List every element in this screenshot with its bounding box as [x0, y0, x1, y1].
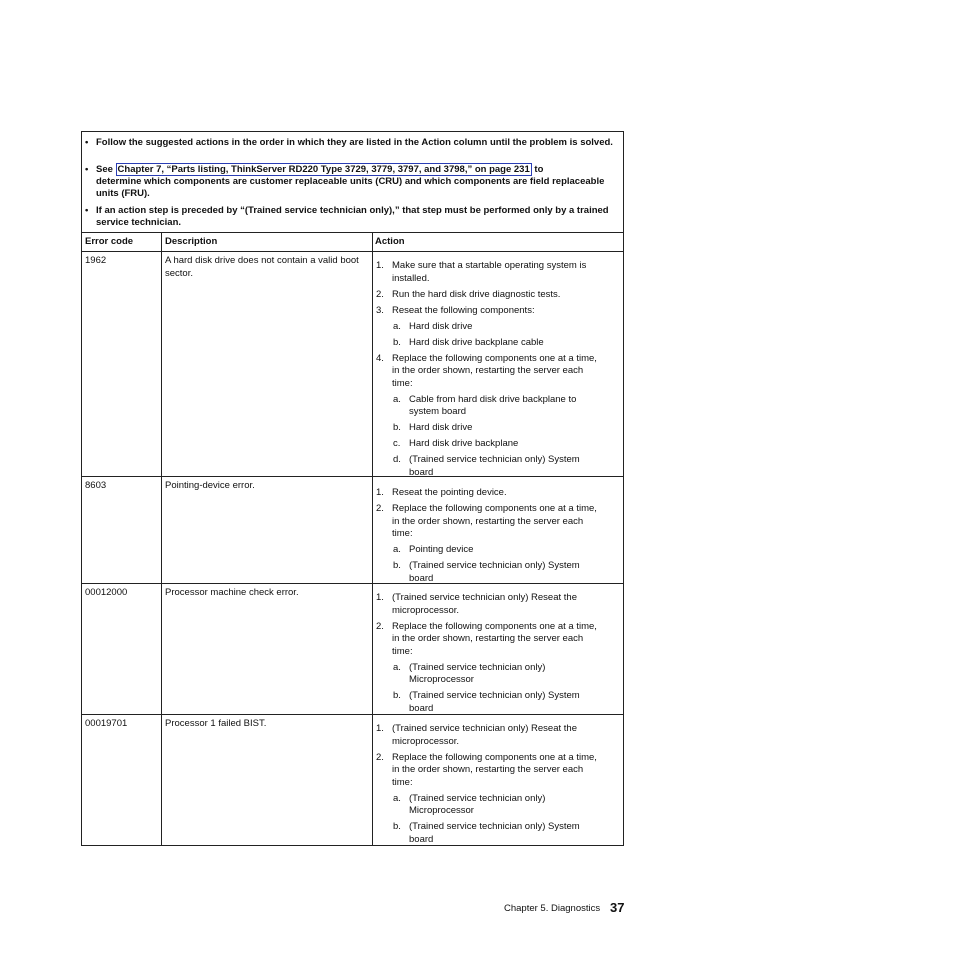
chapter-7-link[interactable]: Chapter 7, “Parts listing, ThinkServer RD220 Type 3729, 3779, 3797, and 3798,” on page 231 [117, 164, 530, 175]
action-step-line: (Trained service technician only) [409, 792, 546, 804]
description-cell: A hard disk drive does not contain a valid boot sector. [165, 255, 359, 279]
description-cell: Pointing-device error. [165, 480, 255, 491]
error-code-table: • Follow the suggested actions in the order in which they are listed in the Action column until the problem is solved. • See Chapter 7, “Parts listing, ThinkServer RD220 Type 3729, 3779, 3797, and 3798,” on page 231 to determine which components are customer replaceable units (CRU) and which components are field replaceable units (FRU). • If an action step is preceded by “(Trained service technician only),” that step must be performed only by a trained service technician. Error code Description Action 1962 A hard disk drive does not contain a valid boot sector. 1. Make sure that a startable operating system is installed. 2. Run the hard disk drive diagnostic tests. 3. Reseat the following components: a. Hard disk drive b. Hard disk drive backplane cable 4. Replace the following components one at a time, in the order shown, restarting the server each time: a. Cable from hard disk drive backplane to system board b. Hard disk drive c. Hard disk drive backplane d. (Trained service technician only) System board 8603 Pointing-device error. 1. Reseat the pointing device. 2. Replace the following components one at a time, in the order shown, restarting the server each time: a. Pointing device b. (Trained service technician only) System board 00012000 Processor machine check error. 1. (Trained service technician only) Reseat the microprocessor. 2. Replace the following components one at a time, in the order shown, restarting the server each time: a. (Trained service technician only) Microprocessor b. (Trained service technician only) System board 00019701 Processor 1 failed BIST. 1. (Trained service technician only) Reseat the microprocessor. 2. Replace the following components one at a time, in the order shown, restarting the server each time: a. (Trained service technician only) Microprocessor b. (Trained service technician only) System board [81, 131, 624, 846]
action-step-line: time: [392, 645, 413, 657]
action-step-line: Microprocessor [409, 805, 474, 816]
action-step-line: (Trained service technician only) Reseat the [392, 723, 577, 734]
row-divider-3 [82, 714, 623, 715]
action-step-line: (Trained service technician only) System [409, 454, 580, 465]
action-step-line: in the order shown, restarting the server each [392, 633, 584, 644]
action-step-line: time: [392, 528, 413, 539]
action-step-line: board [409, 833, 434, 845]
action-step-line: Cable from hard disk drive backplane to [409, 393, 577, 405]
note-2: • See Chapter 7, “Parts listing, ThinkServer RD220 Type 3729, 3779, 3797, and 3798,” on page 231 to determine which components are customer replaceable units (CRU) and which components are field replaceable units (FRU). [85, 164, 605, 199]
note-1-text: Follow the suggested actions in the order in which they are listed in the Action column until the problem is solved. [96, 137, 613, 148]
row-divider-2 [82, 583, 623, 584]
row-divider-1 [82, 476, 623, 477]
description-cell: Processor machine check error. [165, 587, 299, 598]
action-step-line: board [409, 466, 434, 478]
action-step-line: (Trained service technician only) System [409, 821, 580, 832]
action-step-line: Microprocessor [409, 674, 474, 685]
error-code-cell: 00019701 [85, 718, 128, 729]
note-3: • If an action step is preceded by “(Trained service technician only),” that step must be performed only by a trained service technician. [85, 205, 609, 228]
action-step-line: Pointing device [409, 544, 474, 555]
action-step-line: in the order shown, restarting the server each [392, 365, 584, 376]
page-number: 37 [610, 900, 625, 915]
action-step-line: (Trained service technician only) Reseat the [392, 592, 577, 603]
footer-chapter: Chapter 5. Diagnostics [504, 903, 601, 914]
action-step-line: in the order shown, restarting the server each [392, 515, 584, 527]
error-code-cell: 1962 [85, 255, 107, 266]
action-step-line: Hard disk drive backplane cable [409, 336, 544, 348]
action-step-line: Hard disk drive backplane [409, 438, 519, 449]
action-step-line: board [409, 702, 434, 714]
notes-box [82, 132, 623, 233]
action-step-line: in the order shown, restarting the server each [392, 764, 584, 775]
action-step-line: Run the hard disk drive diagnostic tests. [392, 288, 561, 300]
column-divider-2 [372, 232, 373, 845]
header-action: Action [375, 236, 405, 247]
action-step-line: system board [409, 406, 467, 417]
action-step-line: (Trained service technician only) [409, 661, 546, 673]
action-step-line: installed. [392, 272, 430, 284]
action-step-line: Hard disk drive [409, 422, 473, 433]
action-step-line: microprocessor. [392, 604, 460, 616]
action-step-line: Replace the following components one at a time, [392, 751, 597, 763]
description-cell: Processor 1 failed BIST. [165, 718, 267, 729]
note-3-text: If an action step is preceded by “(Trained service technician only),” that step must be performed only by a trained service technician. [96, 205, 609, 228]
action-step-line: (Trained service technician only) System [409, 690, 580, 701]
error-code-cell: 8603 [85, 480, 107, 491]
notes-divider [82, 232, 623, 233]
action-step-line: time: [392, 776, 413, 788]
action-step-line: Reseat the pointing device. [392, 487, 507, 498]
column-divider-1 [161, 232, 162, 845]
action-step-line: Replace the following components one at a time, [392, 620, 597, 632]
action-step-line: Reseat the following components: [392, 304, 535, 316]
note-1: • Follow the suggested actions in the order in which they are listed in the Action column until the problem is solved. [85, 137, 613, 148]
action-step-line: microprocessor. [392, 735, 460, 747]
action-step-line: Make sure that a startable operating system is [392, 260, 587, 271]
header-error-code: Error code [85, 236, 134, 247]
error-code-cell: 00012000 [85, 587, 128, 598]
action-step-line: Replace the following components one at a time, [392, 503, 597, 514]
action-step-line: time: [392, 377, 413, 389]
action-step-line: Replace the following components one at a time, [392, 352, 597, 364]
action-step-line: (Trained service technician only) System [409, 560, 580, 571]
action-step-line: Hard disk drive [409, 320, 473, 332]
header-divider [82, 251, 623, 252]
header-description: Description [165, 236, 218, 247]
action-step-line: board [409, 572, 434, 584]
